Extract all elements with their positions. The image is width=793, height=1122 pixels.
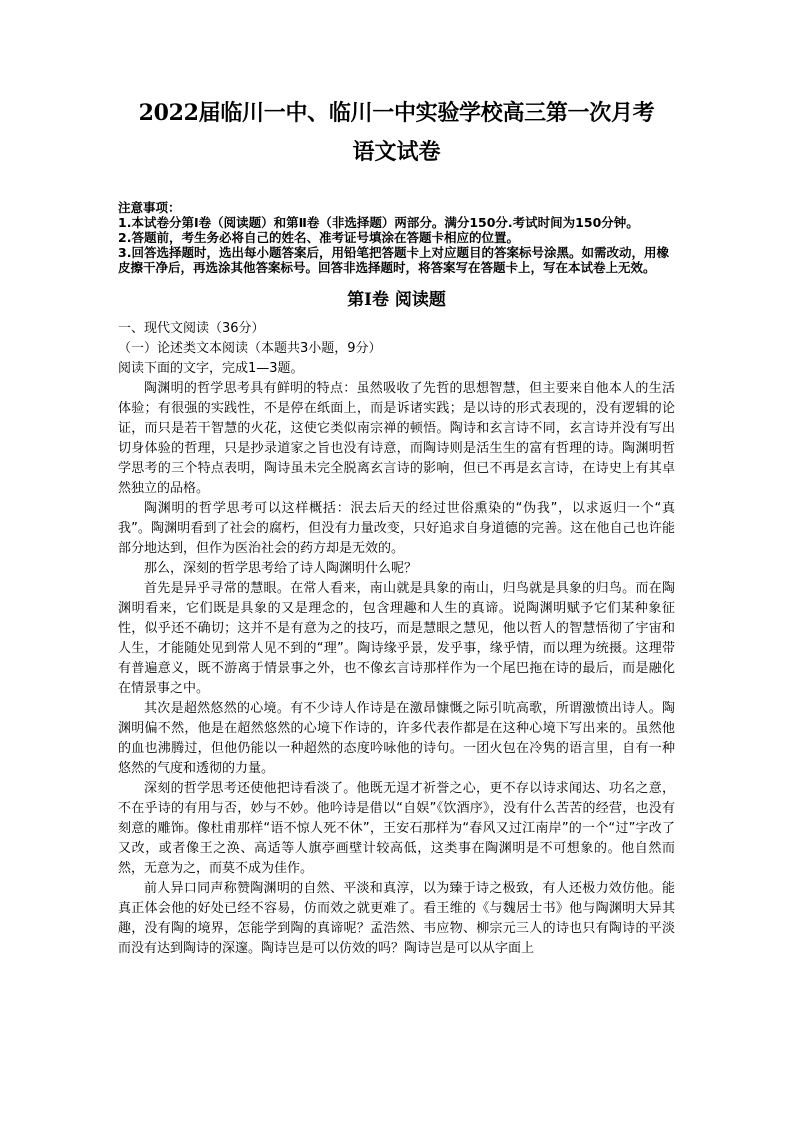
subpart-heading: （一）论述类文本阅读（本题共3小题，9分） xyxy=(118,341,382,356)
paragraph-6: 深刻的哲学思考还使他把诗看淡了。他既无逞才祈誉之心，更不存以诗求闻达、功名之意，不在乎诗的有用与否，妙与不妙。他吟诗是借以“自娱”《饮酒序》，没有什么苦苦的经营，也没有刻意的雕饰。像杜甫那样“语不惊人死不休”，王安石那样为“春风又过江南岸”的一个“过”字改了又改，或者像王之涣、高适等人旗亭画壁计较高低，这类事在陶渊明是不可想象的。他自然而然，无意为之，而莫不成为佳作。 xyxy=(118,781,675,876)
exam-title: 2022届临川一中、临川一中实验学校高三第一次月考 xyxy=(138,100,655,126)
part-heading: 一、现代文阅读（36分） xyxy=(118,321,265,336)
notice-item-3: 3.回答选择题时，选出每小题答案后，用铅笔把答题卡上对应题目的答案标号涂黑。如需改动，用橡皮擦干净后，再选涂其他答案标号。回答非选择题时，将答案写在答题卡上，写在本试卷上无效。 xyxy=(118,245,669,275)
paragraph-1: 陶渊明的哲学思考具有鲜明的特点：虽然吸收了先哲的思想智慧，但主要来自他本人的生活体验；有很强的实践性，不是停在纸面上，而是诉诸实践；是以诗的形式表现的，没有逻辑的论证，而只是若干智慧的火花，这使它类似南宗禅的顿悟。陶诗和玄言诗不同，玄言诗并没有写出切身体验的哲理，只是抄录道家之旨也没有诗意，而陶诗则是活生生的富有哲理的诗。陶渊明哲学思考的三个特点表明，陶诗虽未完全脱离玄言诗的影响，但已不再是玄言诗，在诗史上有其卓然独立的品格。 xyxy=(118,381,675,496)
exam-subtitle: 语文试卷 xyxy=(352,139,441,165)
notice-item-1: 1.本试卷分第Ⅰ卷（阅读题）和第Ⅱ卷（非选择题）两部分。满分150分.考试时间为150分钟。 xyxy=(118,215,639,230)
notice-item-2: 2.答题前，考生务必将自己的姓名、准考证号填涂在答题卡相应的位置。 xyxy=(118,230,519,245)
paragraph-7: 前人异口同声称赞陶渊明的自然、平淡和真淳，以为臻于诗之极致，有人还极力效仿他。能真正体会他的好处已经不容易，仿而效之就更难了。看王维的《与魏居士书》他与陶渊明大异其趣，没有陶的境界，怎能学到陶的真谛呢？孟浩然、韦应物、柳宗元三人的诗也只有陶诗的平淡而没有达到陶诗的深邃。陶诗岂是可以仿效的吗？陶诗岂是可以从字面上 xyxy=(118,881,675,956)
paragraph-3: 那么，深刻的哲学思考给了诗人陶渊明什么呢？ xyxy=(144,561,418,576)
notice-heading: 注意事项： xyxy=(118,200,181,215)
reading-passage xyxy=(118,319,675,959)
notice-block xyxy=(118,200,675,275)
paragraph-5: 其次是超然悠然的心境。有不少诗人作诗是在激昂慷慨之际引吭高歌，所谓激愤出诗人。陶渊明偏不然，他是在超然悠然的心境下作诗的，许多代表作都是在这种心境下写出来的。虽然他的血也沸腾过，但他仍能以一种超然的态度吟咏他的诗句。一团火包在冷隽的语言里，自有一种悠然的气度和透彻的力量。 xyxy=(118,701,675,776)
paragraph-2: 陶渊明的哲学思考可以这样概括：泯去后天的经过世俗熏染的“伪我”，以求返归一个“真我”。陶渊明看到了社会的腐朽，但没有力量改变，只好追求自身道德的完善。这在他自己也许能部分地达到，但作为医治社会的药方却是无效的。 xyxy=(118,501,675,556)
instruction-text: 阅读下面的文字，完成1—3题。 xyxy=(118,361,304,376)
section-title: 第Ⅰ卷 阅读题 xyxy=(347,290,446,310)
paragraph-4: 首先是异乎寻常的慧眼。在常人看来，南山就是具象的南山，归鸟就是具象的归鸟。而在陶渊明看来，它们既是具象的又是理念的，包含理趣和人生的真谛。说陶渊明赋予它们某种象征性，似乎还不确切；这并不是有意为之的技巧，而是慧眼之慧见，他以哲人的智慧悟彻了宇宙和人生，才能随处见到常人见不到的“理”。陶诗缘乎景，发乎事，缘乎情，而以理为统摄。这理带有普遍意义，既不游离于情景事之外，也不像玄言诗那样作为一个尾巴拖在诗的最后，而是融化在情景事之中。 xyxy=(118,581,675,696)
